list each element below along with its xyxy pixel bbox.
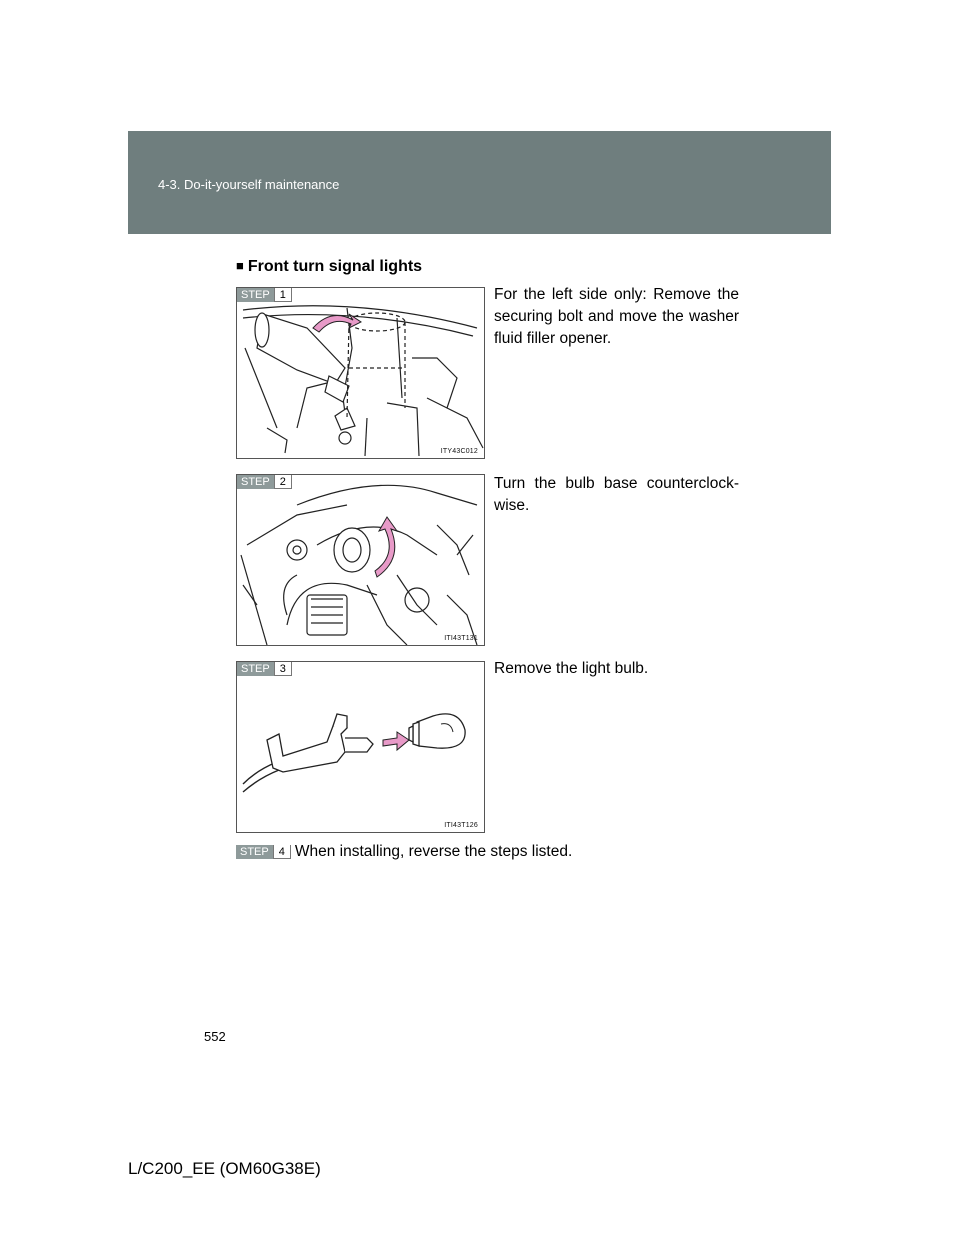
step-4-text: When installing, reverse the steps listed. xyxy=(294,843,573,860)
figure-code: ITY43C012 xyxy=(440,448,478,455)
page-number: 552 xyxy=(204,1029,226,1044)
figure-step-3 xyxy=(236,661,485,833)
illustration-light-bulb xyxy=(237,662,484,832)
figure-code: ITI43T131 xyxy=(444,635,478,642)
step-badge-4: STEP 4 xyxy=(236,845,291,859)
arrow-icon xyxy=(375,517,397,577)
step-2-text: Turn the bulb base counterclock-wise. xyxy=(494,475,739,514)
arrow-icon xyxy=(313,314,361,332)
step-badge-2: STEP 2 xyxy=(237,475,292,489)
step-badge-1: STEP 1 xyxy=(237,288,292,302)
illustration-washer-filler xyxy=(237,288,484,458)
square-bullet-icon: ■ xyxy=(236,258,244,273)
figure-step-2 xyxy=(236,474,485,646)
arrow-icon xyxy=(383,732,409,750)
illustration-bulb-base xyxy=(237,475,484,645)
section-heading xyxy=(236,258,422,276)
document-code: L/C200_EE (OM60G38E) xyxy=(128,1159,321,1178)
step-4-row xyxy=(236,843,572,861)
figure-step-1 xyxy=(236,287,485,459)
step-1-text: For the left side only: Remove the securing bolt and move the washer fluid filler opener. xyxy=(494,286,739,347)
heading-title: Front turn signal lights xyxy=(247,258,423,275)
header-band xyxy=(128,131,831,234)
section-title: 4-3. Do-it-yourself maintenance xyxy=(158,177,340,192)
step-3-text: Remove the light bulb. xyxy=(494,660,649,677)
step-badge-3: STEP 3 xyxy=(237,662,292,676)
figure-code: ITI43T126 xyxy=(444,822,478,829)
